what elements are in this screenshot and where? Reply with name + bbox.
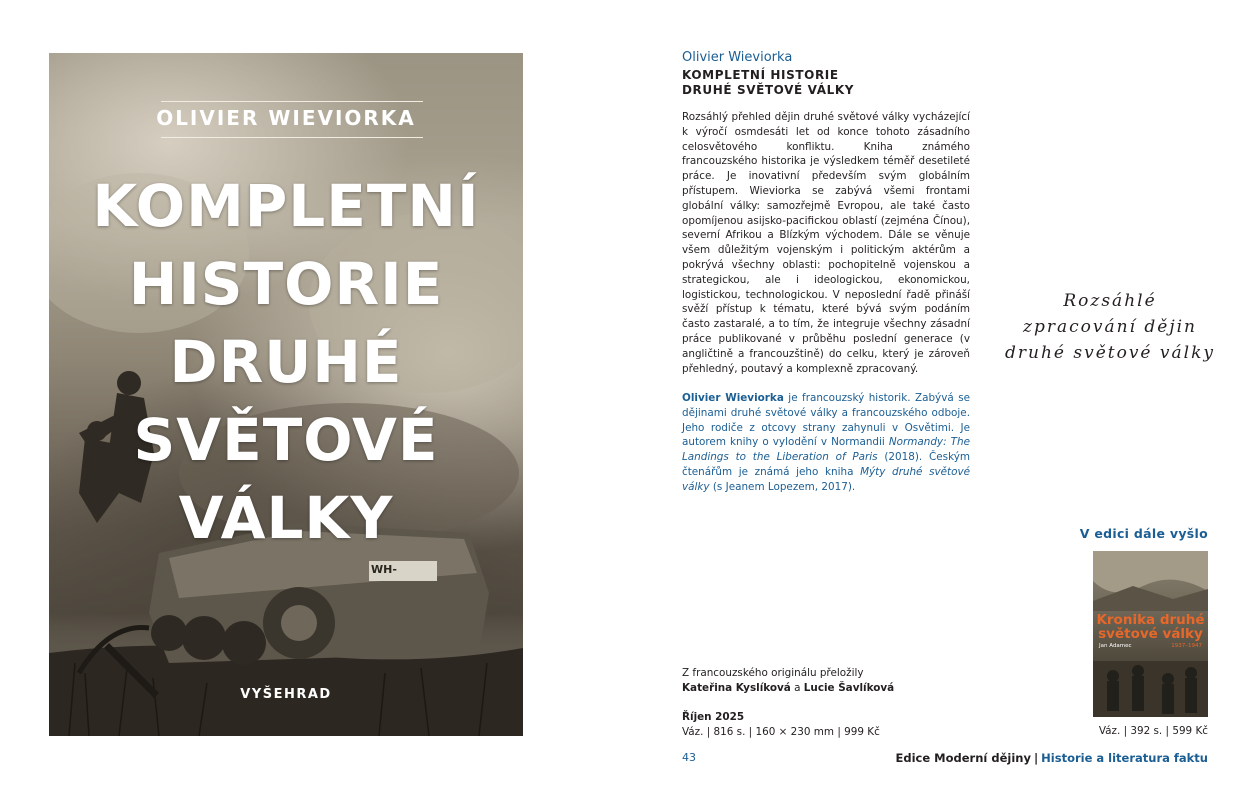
related-book-cover — [1093, 551, 1208, 717]
translators-intro: Z francouzského originálu přeložily — [682, 667, 864, 679]
series-heading: V edici dále vyšlo — [1079, 526, 1208, 541]
footer-series: Edice Moderní dějiny — [895, 751, 1031, 765]
related-book-author: Jan Adamec — [1099, 643, 1132, 649]
translators — [682, 666, 970, 695]
cover-publisher: VYŠEHRAD — [240, 687, 332, 702]
footer-separator: | — [1033, 751, 1039, 765]
release-info — [682, 710, 970, 739]
author-bio-text: je francouzský historik. Zabývá se dějinami druhé světové války a francouzského odboje. Jeho rodiče z otcovy strany zahynuli v Osvětimi. Je autorem knihy o vylodění v Normandii — [682, 392, 970, 449]
cover-title-line: KOMPLETNÍ — [92, 172, 480, 240]
book-description: Rozsáhlý přehled dějin druhé světové války vycházející k výročí osmdesáti let od konce tohoto zásadního celosvětového konfliktu. Kniha známého francouzského historika je výsledkem téměř desetileté práce. Je inovativní především svým globálním přístupem. Wieviorka se zabývá všemi frontami globální války: samozřejmě Evropou, ale také často opomíjenou asijsko-pacifickou oblastí (zejména Čínou), severní Afrikou a Blízkým východem. Dále se věnuje všem důležitým vojenským i politickým aktérům a pokrývá všechny oblasti: pochopitelně vojenskou a strategickou, ale i ideologickou, ekonomickou, logistickou, technologickou. V neposlední řadě přináší svěží přístup k tématu, které bývá svým podáním často zastaralé, a to tím, že integruje všechny zásadní práce publikované v průběhu poslední generace (v angličtině a francouzštině) do celku, který je zároveň přehledný, poutavý a komplexně zpracovaný. — [682, 111, 970, 375]
author-bio-book: Normandy: The Landings to the Liberation of Paris — [682, 436, 970, 464]
cover-rule-top — [161, 101, 423, 102]
related-book-title-line: Kronika druhé — [1096, 612, 1205, 628]
page-number: 43 — [682, 751, 696, 764]
book-cover — [49, 53, 523, 736]
cover-rule-bottom — [161, 137, 423, 138]
author-bio-text: (s Jeanem Lopezem, 2017). — [709, 480, 856, 493]
author-bio-book: Mýty druhé světové války — [682, 465, 970, 493]
translator-name: Kateřina Kyslíková — [682, 681, 791, 694]
book-title — [682, 68, 970, 98]
related-book-years: 1937–1947 — [1171, 643, 1202, 649]
page-footer — [896, 751, 1208, 765]
author-bio — [682, 391, 970, 495]
translators-and: a — [790, 681, 804, 694]
cover-title-line: HISTORIE — [128, 250, 444, 318]
author-bio-name: Olivier Wieviorka — [682, 392, 784, 404]
book-title-line: KOMPLETNÍ HISTORIE — [682, 68, 839, 82]
pull-quote — [990, 288, 1230, 366]
cover-title — [49, 167, 523, 557]
pull-quote-line: Rozsáhlé — [1063, 291, 1157, 311]
vehicle-plate: WH- — [371, 563, 397, 576]
pull-quote-line: zpracování dějin — [1023, 317, 1197, 337]
release-details: Váz. | 816 s. | 160 × 230 mm | 999 Kč — [682, 725, 880, 738]
related-book-title — [1093, 613, 1208, 641]
cover-title-line: VÁLKY — [178, 484, 394, 552]
related-book-details: Váz. | 392 s. | 599 Kč — [1098, 725, 1208, 737]
release-date: Říjen 2025 — [682, 711, 745, 723]
translator-name: Lucie Šavlíková — [803, 681, 895, 694]
cover-title-line: SVĚTOVÉ — [133, 406, 439, 474]
footer-category: Historie a literatura faktu — [1041, 751, 1208, 765]
cover-author: OLIVIER WIEVIORKA — [156, 106, 416, 130]
author-bio-text: (2018). Českým čtenářům je známá jeho kniha — [682, 451, 970, 478]
cover-title-line: DRUHÉ — [169, 328, 403, 396]
book-title-line: DRUHÉ SVĚTOVÉ VÁLKY — [682, 83, 855, 97]
related-book-title-line: světové války — [1098, 626, 1203, 642]
pull-quote-line: druhé světové války — [1005, 343, 1215, 363]
translators-names — [682, 681, 970, 696]
book-author: Olivier Wieviorka — [682, 50, 793, 65]
